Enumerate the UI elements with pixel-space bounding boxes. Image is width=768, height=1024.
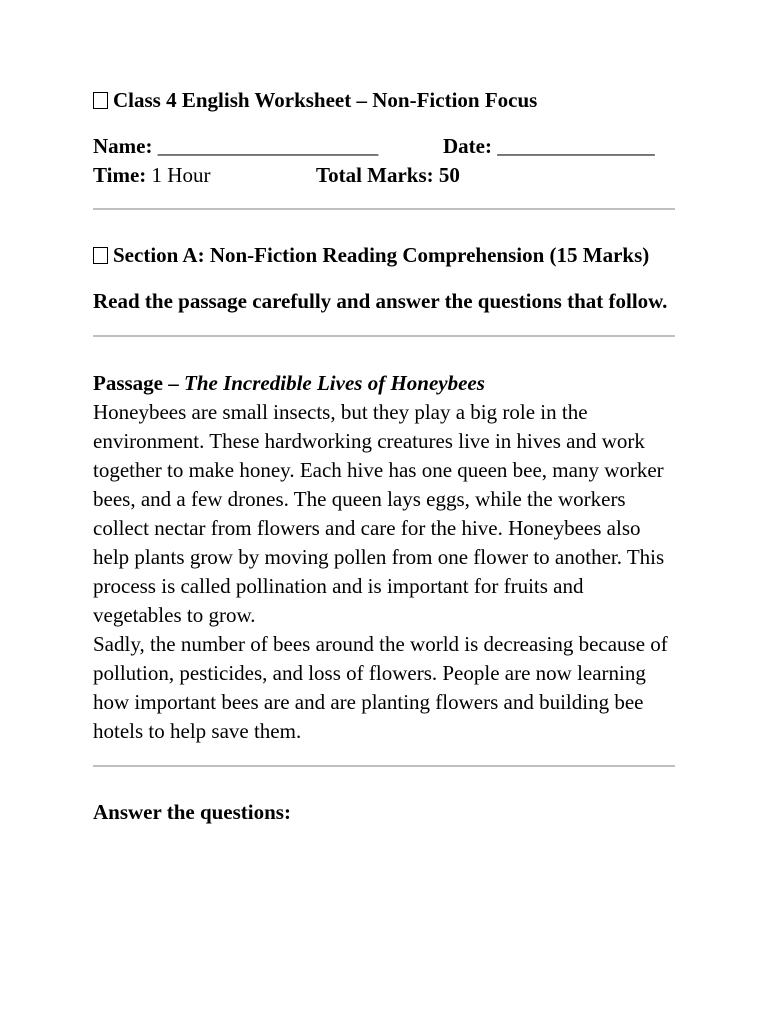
section-a-heading-text: Section A: Non-Fiction Reading Comprehension (15 Marks): [113, 243, 650, 267]
section-a-instruction: Read the passage carefully and answer the questions that follow.: [93, 289, 668, 313]
divider: [93, 765, 675, 767]
worksheet-title-text: Class 4 English Worksheet – Non-Fiction Focus: [113, 88, 538, 112]
date-label: Date:: [443, 134, 492, 158]
worksheet-title: [93, 86, 675, 115]
name-date-row: [93, 132, 675, 161]
passage-label: Passage –: [93, 371, 179, 395]
questions-heading: Answer the questions:: [93, 800, 291, 824]
divider: [93, 335, 675, 337]
divider: [93, 208, 675, 210]
passage: [93, 369, 675, 746]
total-marks: Total Marks: 50: [316, 163, 460, 187]
passage-title: The Incredible Lives of Honeybees: [184, 371, 485, 395]
worksheet-page: [93, 86, 675, 827]
passage-paragraph: Honeybees are small insects, but they play a big role in the environment. These hardworking creatures live in hives and work together to make honey. Each hive has one queen bee, many worker bees, and a few drones. The queen lays eggs, while the workers collect nectar from flowers and care for the hive. Honeybees also help plants grow by moving pollen from one flower to another. This process is called pollination and is important for fruits and vegetables to grow.: [93, 400, 665, 627]
name-label: Name:: [93, 134, 153, 158]
passage-heading: [93, 369, 675, 398]
time-marks-row: [93, 161, 675, 190]
time-label: Time:: [93, 163, 147, 187]
name-blank[interactable]: _____________________: [157, 134, 379, 158]
missing-glyph-icon: [93, 92, 108, 109]
passage-paragraph: Sadly, the number of bees around the world is decreasing because of pollution, pesticides, and loss of flowers. People are now learning how important bees are and are planting flowers and building bee hotels to help save them.: [93, 632, 668, 743]
missing-glyph-icon: [93, 247, 108, 264]
time-value: 1 Hour: [151, 163, 211, 187]
date-field: [443, 132, 655, 161]
section-a-heading: [93, 241, 675, 270]
date-blank[interactable]: _______________: [497, 134, 655, 158]
